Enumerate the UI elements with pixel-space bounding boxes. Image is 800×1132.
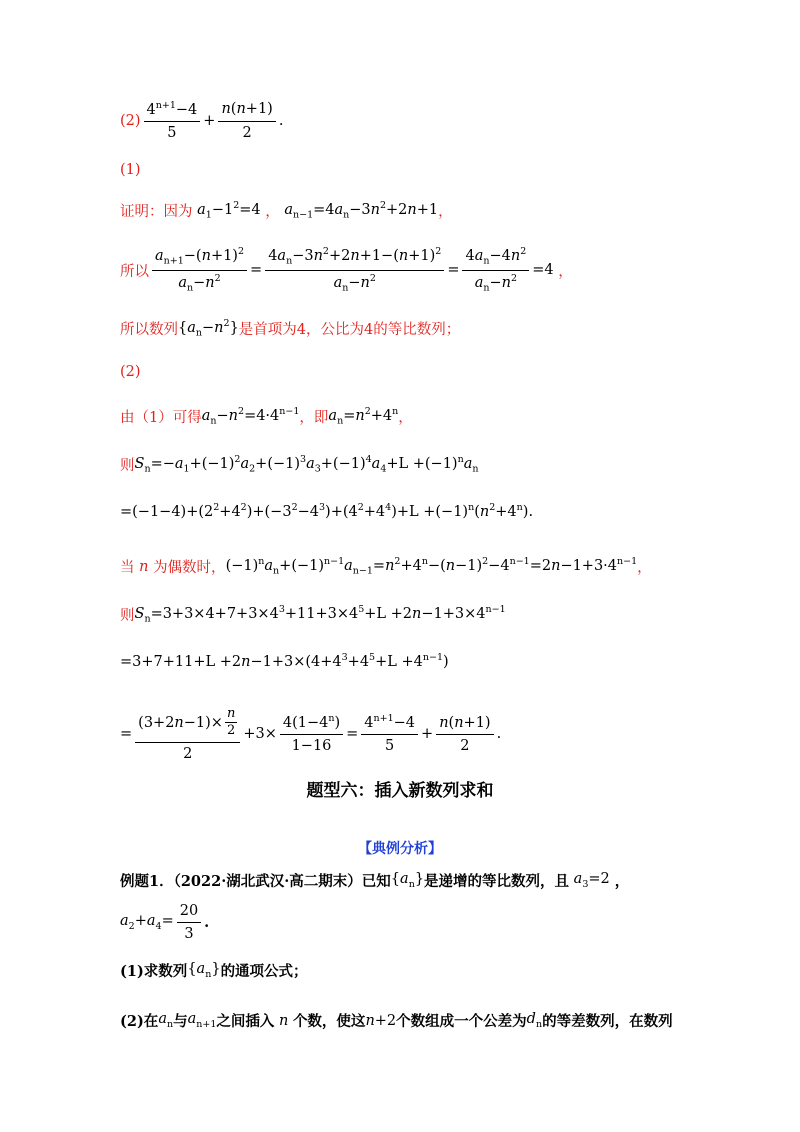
fraction: $\frac{20}{3}$ (177, 902, 201, 943)
fraction: $\frac{4(1-4^n)}{1-16}$ (280, 713, 343, 755)
fraction: $\frac{4^{n+1}-4}{5}$ (144, 100, 201, 142)
proof-line: 证明：因为 $a_1-1^2=4$ ， $a_{n-1}=4a_n-3n^2+2n+1$ ， (120, 200, 453, 221)
even-case-line: 当 n 为偶数时， $(-1)^na_n+(-1)^{n-1}a_{n-1}=n^2+4^n-(n-1)^2-4^{n-1}=2n-1+3\cdot 4^{n-1}$ ， (120, 556, 652, 577)
example-line-2: $a_2+a_4=$ $\frac{20}{3}$ . (120, 903, 210, 943)
section-subtitle: 【典例分析】 (358, 841, 442, 857)
fraction: $\frac{4a_n-4n^2}{a_n-n^2}$ (462, 246, 529, 294)
derivation-line: 由（1）可得 $a_n-n^2=4\cdot 4^{n-1}$ ，即 $a_n=n^2+4^n$ ， (120, 406, 413, 427)
sum-line-2: $=(-1-4)+(2^2+4^2)+(-3^2-4^3)+(4^2+4^4)+L +(-1)^n(n^2+4^n)$. (120, 502, 534, 520)
fraction: (3+2n−1)× $\frac{n}{2}$ 2 (135, 706, 240, 763)
ratio-line: 所以 $\frac{a_{n+1}-(n+1)^2}{a_n-n^2}$ = $\frac{4a_n-3n^2+2n+1-(n+1)^2}{a_n-n^2}$ = $\frac{4a_n-4n^2}{a_n-n^2}$ =4 ， (120, 246, 573, 294)
fraction: $\frac{4a_n-3n^2+2n+1-(n+1)^2}{a_n-n^2}$ (265, 246, 444, 294)
sum-line-5: = (3+2n−1)× $\frac{n}{2}$ 2 +3× $\frac{4(1-4^n)}{1-16}$ = $\frac{4^{n+1}-4}{5}$ + $\frac{n(n+1)}{2}$ . (120, 706, 502, 762)
fraction: $\frac{a_{n+1}-(n+1)^2}{a_n-n^2}$ (152, 246, 247, 294)
question-1: (1)求数列 $\{a_n\}$ 的通项公式； (120, 961, 308, 980)
sum-line-4: $=3+7+11+L +2n-1+3\times(4+4^3+4^5+L +4^{n-1})$ (120, 652, 449, 670)
section-title: 题型六：插入新数列求和 (306, 781, 494, 801)
part-2-label: (2) (120, 364, 141, 380)
question-2: (2)在 $a_n$ 与 $a_{n+1}$ 之间插入 n 个数，使这 n+2 个数组成一个公差为 $d_n$ 的等差数列，在数列 (120, 1011, 673, 1030)
example-line-1: 例题1．（2022·湖北武汉·高二期末）已知 $\{a_n\}$ 是递增的等比数列，且 $a_3=2$ ， (120, 871, 630, 890)
sum-line-3: 则 $S_n=3+3\times 4+7+3\times 4^3+11+3\times 4^5+L +2n-1+3\times 4^{n-1}$ (120, 604, 506, 625)
fraction: $\frac{n(n+1)}{2}$ (218, 100, 275, 141)
part-1-label: (1) (120, 162, 141, 178)
sequence-conclusion-line: 所以数列 $\{a_n-n^2\}$ 是首项为4，公比为4的等比数列； (120, 318, 461, 339)
answer-2-line: (2) $\frac{4^{n+1}-4}{5}$ + $\frac{n(n+1)}{2}$ . (120, 100, 284, 141)
fraction: $\frac{4^{n+1}-4}{5}$ (361, 713, 418, 755)
sum-line-1: 则 $S_n=-a_1+(-1)^2a_2+(-1)^3a_3+(-1)^4a_4+L +(-1)^na_n$ (120, 454, 479, 475)
fraction: $\frac{n(n+1)}{2}$ (436, 714, 493, 755)
